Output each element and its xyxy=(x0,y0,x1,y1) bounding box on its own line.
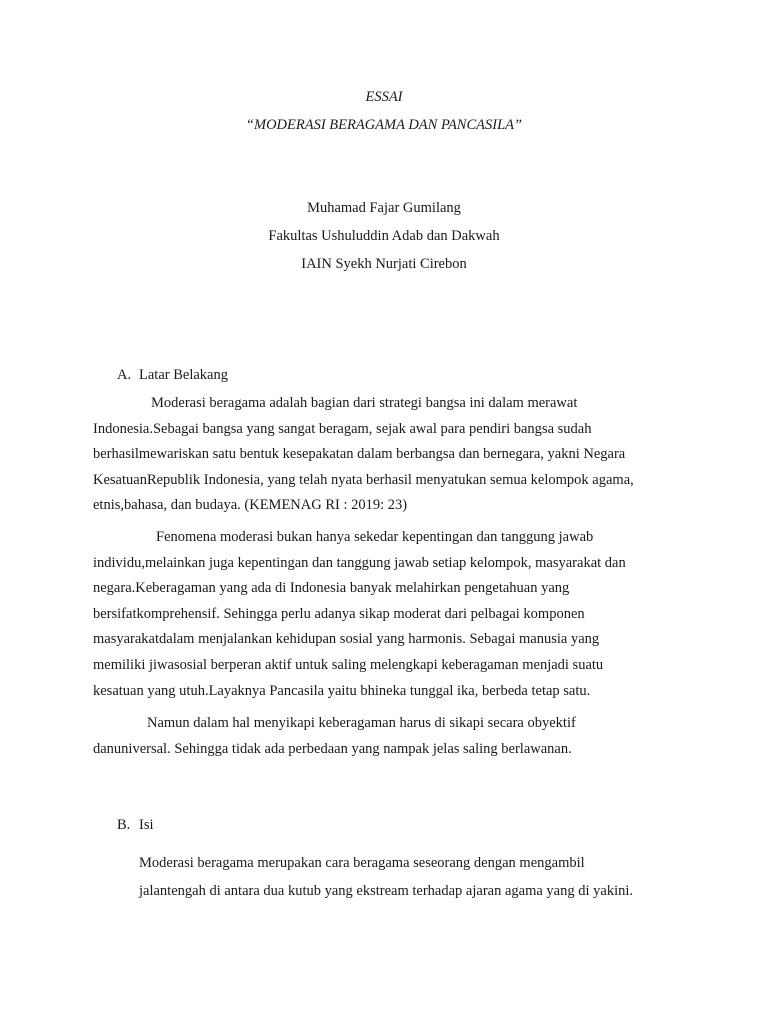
section-b-title: Isi xyxy=(139,817,154,833)
section-a-paragraph-2 xyxy=(93,525,675,704)
paragraph-line: individu,melainkan juga kepentingan dan tanggung jawab setiap kelompok, masyarakat dan xyxy=(93,554,626,571)
paragraph-line: memiliki jiwasosial berperan aktif untuk saling melengkapi keberagaman menjadi suatu xyxy=(93,656,604,673)
paragraph-line: jalantengah di antara dua kutub yang ekstream terhadap ajaran agama yang di yakini. xyxy=(139,883,634,899)
paragraph-line: Indonesia.Sebagai bangsa yang sangat beragam, sejak awal para pendiri bangsa sudah xyxy=(93,420,592,437)
essay-title: “MODERASI BERAGAMA DAN PANCASILA” xyxy=(245,117,523,133)
section-a-title: Latar Belakang xyxy=(139,367,228,383)
essay-label: ESSAI xyxy=(365,89,403,105)
section-a-marker: A. xyxy=(117,367,132,383)
paragraph-line: masyarakatdalam menjalankan kehidupan sosial yang harmonis. Sebagai manusia yang xyxy=(93,631,600,648)
section-a-paragraph-3 xyxy=(93,711,675,762)
paragraph-line: Moderasi beragama adalah bagian dari strategi bangsa ini dalam merawat xyxy=(151,395,578,411)
paragraph-line: negara.Keberagaman yang ada di Indonesia banyak melahirkan pengetahuan yang xyxy=(93,580,570,597)
section-a-paragraph-1 xyxy=(93,391,675,519)
paragraph-line: Namun dalam hal menyikapi keberagaman harus di sikapi secara obyektif xyxy=(147,715,576,731)
paragraph-line: Fenomena moderasi bukan hanya sekedar kepentingan dan tanggung jawab xyxy=(156,529,594,545)
paragraph-line: KesatuanRepublik Indonesia, yang telah nyata berhasil menyatukan semua kelompok agama, xyxy=(93,471,634,488)
paragraph-line: bersifatkomprehensif. Sehingga perlu adanya sikap moderat dari pelbagai komponen xyxy=(93,605,585,622)
paragraph-line: danuniversal. Sehingga tidak ada perbedaan yang nampak jelas saling berlawanan. xyxy=(93,740,572,757)
paragraph-line: berhasilmewariskan satu bentuk kesepakatan dalam berbangsa dan bernegara, yakni Negara xyxy=(93,446,626,463)
section-a-heading xyxy=(117,367,228,384)
author-institution: IAIN Syekh Nurjati Cirebon xyxy=(301,256,467,272)
section-b-heading xyxy=(117,817,154,834)
paragraph-line: kesatuan yang utuh.Layaknya Pancasila yaitu bhineka tunggal ika, berbeda tetap satu. xyxy=(93,682,591,699)
paragraph-line: etnis,bahasa, dan budaya. (KEMENAG RI : 2019: 23) xyxy=(93,497,408,514)
section-b-marker: B. xyxy=(117,817,131,833)
author-name: Muhamad Fajar Gumilang xyxy=(307,200,461,216)
section-b-paragraph-1 xyxy=(139,849,679,905)
paragraph-line: Moderasi beragama merupakan cara beragama seseorang dengan mengambil xyxy=(139,855,585,871)
author-faculty: Fakultas Ushuluddin Adab dan Dakwah xyxy=(268,228,500,244)
